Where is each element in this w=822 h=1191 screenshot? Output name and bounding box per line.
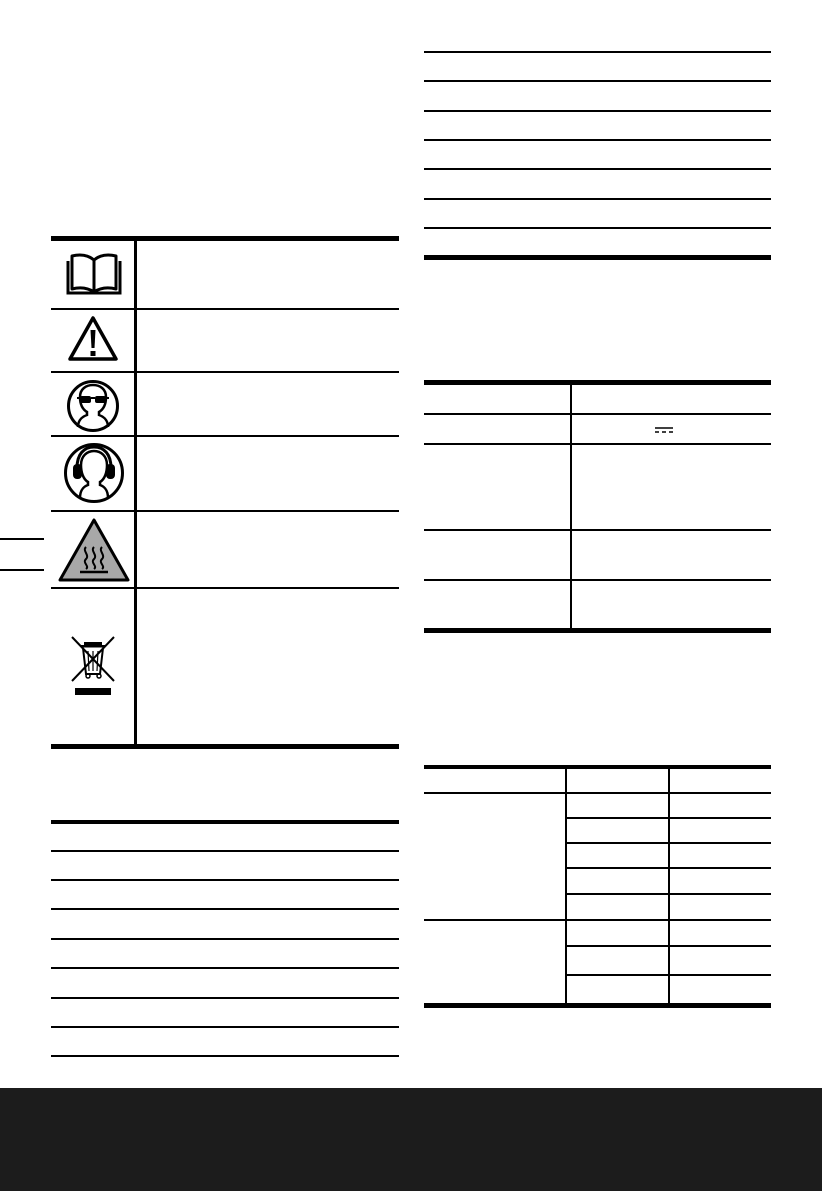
right-list-rule bbox=[424, 80, 771, 82]
footer-bar bbox=[0, 1088, 822, 1191]
symbols-table-bottom-rule bbox=[51, 744, 399, 749]
right-list-rule bbox=[424, 227, 771, 229]
symbols-table-row-rule bbox=[51, 587, 399, 589]
symbols-table-row-rule bbox=[51, 308, 399, 310]
left-list-rule bbox=[51, 967, 399, 969]
direct-current-icon bbox=[654, 426, 674, 434]
symbols-table-row-rule bbox=[51, 371, 399, 373]
hot-surface-icon bbox=[58, 517, 130, 583]
noise-table-group-rule bbox=[424, 919, 771, 921]
symbols-table-top-rule bbox=[51, 236, 399, 241]
left-list-top-rule bbox=[51, 820, 399, 824]
left-list-rule bbox=[51, 938, 399, 940]
warning-triangle-icon bbox=[67, 315, 119, 363]
noise-table-subrow-rule bbox=[565, 974, 771, 976]
right-list-rule bbox=[424, 51, 771, 53]
noise-table-bottom-rule bbox=[424, 1003, 771, 1008]
left-list-rule bbox=[51, 997, 399, 999]
noise-table-subrow-rule bbox=[565, 945, 771, 947]
wear-eye-protection-icon bbox=[66, 379, 120, 433]
right-list-bottom-rule bbox=[424, 255, 771, 260]
noise-table-subrow-rule bbox=[565, 842, 771, 844]
left-list-rule bbox=[51, 850, 399, 852]
right-list-rule bbox=[424, 168, 771, 170]
symbols-table-row-rule bbox=[51, 510, 399, 512]
right-list-rule bbox=[424, 110, 771, 112]
noise-table-top-rule bbox=[424, 765, 771, 769]
edge-tab-mark-top bbox=[0, 538, 44, 540]
spec-table-row-rule bbox=[424, 413, 771, 415]
noise-table-row-rule bbox=[424, 792, 771, 794]
right-list-rule bbox=[424, 198, 771, 200]
edge-tab-mark-bottom bbox=[0, 569, 44, 571]
noise-table-subrow-rule bbox=[565, 817, 771, 819]
noise-table-col-divider-2 bbox=[668, 765, 670, 1007]
left-list-rule bbox=[51, 879, 399, 881]
left-list-rule bbox=[51, 908, 399, 910]
spec-table-row-rule bbox=[424, 529, 771, 531]
read-manual-icon bbox=[66, 251, 122, 297]
left-list-rule bbox=[51, 1026, 399, 1028]
spec-table-top-rule bbox=[424, 380, 771, 385]
weee-crossed-bin-icon bbox=[68, 634, 118, 698]
spec-table-bottom-rule bbox=[424, 628, 771, 633]
symbols-table-row-rule bbox=[51, 435, 399, 437]
spec-table-divider bbox=[570, 380, 572, 632]
noise-table-subrow-rule bbox=[565, 867, 771, 869]
noise-table-col-divider-1 bbox=[565, 765, 567, 1007]
symbols-table-divider bbox=[134, 236, 137, 748]
right-list-rule bbox=[424, 139, 771, 141]
wear-ear-protection-icon bbox=[63, 442, 125, 504]
left-list-rule bbox=[51, 1055, 399, 1057]
spec-table-row-rule bbox=[424, 579, 771, 581]
spec-table-row-rule bbox=[424, 443, 771, 445]
noise-table-subrow-rule bbox=[565, 893, 771, 895]
